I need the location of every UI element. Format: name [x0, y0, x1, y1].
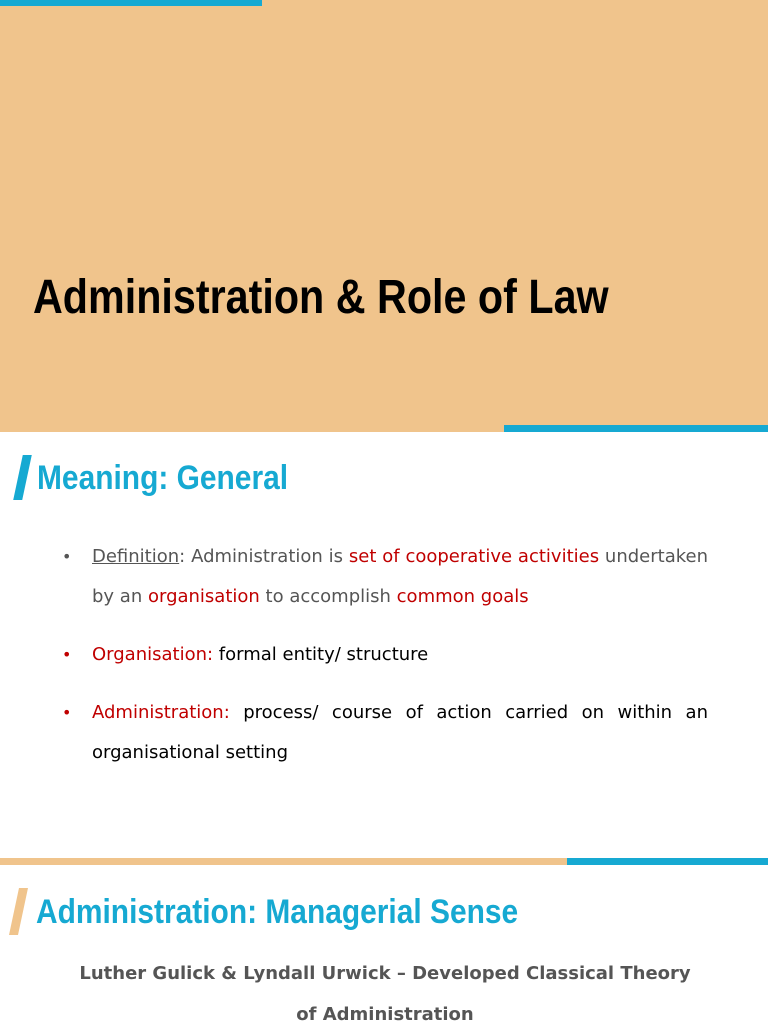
main-title: Administration & Role of Law [33, 271, 609, 324]
slide-divider-orange [0, 858, 567, 865]
administration-text: process/ course of action carried on within an organisational setting [92, 702, 708, 763]
definition-separator: : [179, 546, 186, 567]
organisation-term: Organisation: [92, 644, 214, 665]
bullet-dot-icon: • [62, 703, 72, 722]
definition-term: Definition [92, 546, 180, 567]
administration-term: Administration: [92, 702, 230, 723]
top-accent-bar [0, 0, 262, 6]
section-heading-managerial: Administration: Managerial Sense [36, 893, 519, 931]
definition-text-1: Administration is [185, 546, 349, 567]
section-heading-meaning: Meaning: General [37, 459, 289, 497]
organisation-text: formal entity/ structure [213, 644, 429, 665]
slide-divider-blue [567, 858, 768, 865]
meaning-slide [0, 432, 768, 858]
definition-highlight-2: organisation [147, 586, 260, 607]
bullet-dot-icon: • [62, 645, 72, 664]
heading-slash-decoration [13, 455, 32, 500]
list-item-organisation [62, 635, 708, 675]
theory-subtitle: Luther Gulick & Lyndall Urwick – Developed Classical Theory of Administration [79, 963, 691, 1024]
definition-highlight-3: common goals [396, 586, 529, 607]
title-slide [0, 0, 768, 432]
heading-slash-decoration [9, 888, 28, 935]
list-item-definition [62, 537, 708, 617]
bullet-dot-icon: • [62, 547, 72, 566]
list-item-administration [62, 693, 708, 773]
bottom-accent-bar [504, 425, 768, 432]
definition-text-2: undertaken by an [92, 546, 708, 607]
definition-highlight-1: set of cooperative activities [348, 546, 600, 567]
definition-text-3: to accomplish [259, 586, 397, 607]
bullet-list [62, 537, 708, 791]
